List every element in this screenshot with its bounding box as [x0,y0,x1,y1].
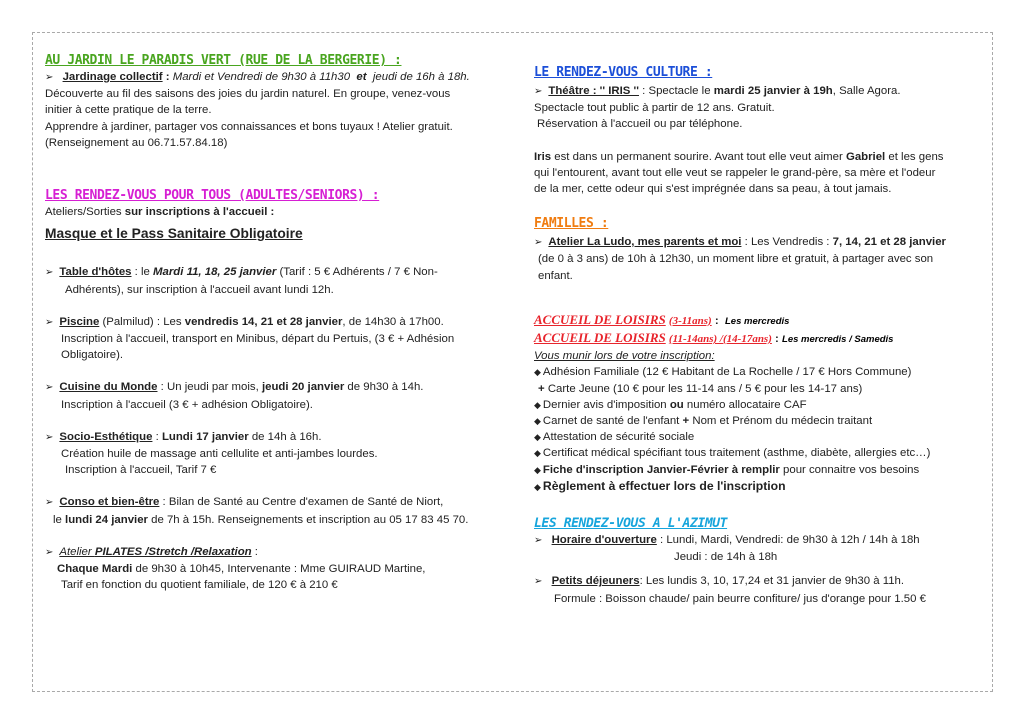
arrow-icon: ➢ [45,316,54,328]
loisirs-l2: Carte Jeune (10 € pour les 11-14 ans / 5 € pour les 14-17 ans) [544,382,863,395]
jardin-item-sep: : [162,71,173,83]
loisirs-l7-a: Fiche d'inscription Janvier-Février à remplir [542,463,780,476]
ludo-a: : Les Vendredis : [741,236,833,249]
loisirs-l5: Attestation de sécurité sociale [542,431,695,444]
jardin-line4: (Renseignement au 06.71.57.84.18) [45,136,228,149]
piscine-label: Piscine [59,315,100,328]
ludo-label: Atelier La Ludo, mes parents et moi [548,236,742,249]
culture-line3: Réservation à l'accueil ou par téléphone. [537,118,743,131]
cuisine-a: : Un jeudi par mois, [157,381,262,394]
theatre-date: mardi 25 janvier à 19h [713,85,833,97]
hotes-sep: : le [131,266,154,279]
hotes-dates: Mardi 11, 18, 25 janvier [153,266,277,279]
left-column [45,52,495,593]
theatre-b: , Salle Agora. [832,85,901,97]
jardin-days2: jeudi de 16h à 18h. [372,71,470,83]
dej-a: : Les lundis 3, 10, 17,24 et 31 janvier de 9h30 à 11h. [639,575,905,588]
loisirs-l4-a: Carnet de santé de l'enfant [542,415,683,428]
pilates-line3: Tarif en fonction du quotient familiale, de 120 € à 210 € [61,579,338,592]
jardin-line2: initier à cette pratique de la terre. [45,104,212,117]
ludo-dates: 7, 14, 21 et 28 janvier [832,236,946,249]
horaire-a: : Lundi, Mardi, Vendredi: de 9h30 à 12h / 14h à 18h [656,534,920,547]
conso-b2: de 7h à 15h. Renseignements et inscription au 05 17 83 45 70. [147,513,469,526]
loisirs-l2-plus: + [538,382,545,395]
piscine-block [45,314,495,364]
arrow-icon: ➢ [45,267,54,279]
iris-line3: de la mer, cette odeur qui s'est imprégnée dans sa peau, à tout jamais. [534,183,892,196]
iris-a: est dans un permanent sourire. Avant tout elle veut aimer [551,150,846,163]
azimut-heading: LES RENDEZ-VOUS A L'AZIMUT [534,516,728,532]
conso-b1: le [53,513,66,526]
loisirs-l3-a: Dernier avis d'imposition [542,398,670,411]
piscine-dates: vendredis 14, 21 et 28 janvier [184,315,343,328]
loisirs-l4-b: Nom et Prénom du médecin traitant [689,415,873,428]
pilates-day: Chaque Mardi [57,563,133,576]
loisirs-l7-b: pour connaitre vos besoins [779,463,920,476]
tous-ateliers [45,204,495,220]
conso-block [45,494,495,527]
pilates-block [45,544,495,594]
familles-line3: enfant. [538,269,573,282]
pilates-label-a: Atelier [59,545,95,558]
gabriel: Gabriel [845,150,886,163]
socio-date: Lundi 17 janvier [161,430,249,443]
arrow-icon: ➢ [45,72,54,83]
diamond-bullet-icon: ◆ [534,432,541,443]
tous-heading: LES RENDEZ-VOUS POUR TOUS (ADULTES/SENIORS) : [45,188,380,204]
piscine-b: , de 14h30 à 17h00. [342,315,444,328]
loisirs-l3-ou: ou [669,398,684,411]
loisirs-munir: Vous munir lors de votre inscription: [534,350,715,363]
loisirs-l3-b: numéro allocataire CAF [683,398,807,411]
dej-label: Petits déjeuners [551,575,640,588]
tous-ateliers-b: sur inscriptions à l'accueil : [124,206,275,219]
horaire-b: Jeudi : de 14h à 18h [674,551,778,564]
theatre-a: : Spectacle le [638,85,714,97]
loisirs-title2: ACCUEIL DE LOISIRS [534,330,666,346]
conso-date: lundi 24 janvier [65,513,148,526]
loisirs-l1: Adhésion Familiale (12 € Habitant de La Rochelle / 17 € Hors Commune) [542,366,912,379]
pilates-label-b: PILATES /Stretch /Relaxation [94,545,252,558]
culture-heading: LE RENDEZ-VOUS CULTURE : [534,65,713,80]
horaire-label: Horaire d'ouverture [551,534,657,547]
jardin-line1: Découverte au fil des saisons des joies du jardin naturel. En groupe, venez-vous [45,88,451,101]
iris-b: et les gens [885,150,944,163]
socio-sep: : [152,430,162,443]
conso-label: Conso et bien-être [59,496,160,509]
cuisine-block [45,379,495,412]
loisirs-age2: (11-14ans) /(14-17ans) [668,333,772,346]
theatre-label: Théâtre : '' IRIS '' [548,85,639,97]
socio-line2: Création huile de massage anti cellulite et anti-jambes lourdes. [61,448,378,461]
right-column [534,64,974,607]
jardin-and: et [356,71,367,83]
arrow-icon: ➢ [534,237,543,249]
cuisine-label: Cuisine du Monde [59,381,158,394]
diamond-bullet-icon: ◆ [534,464,541,475]
piscine-line2: Inscription à l'accueil, transport en Minibus, départ du Pertuis, (3 € + Adhésion [61,333,455,346]
familles-heading: FAMILLES : [534,216,609,232]
loisirs-sep1: : [711,314,719,327]
jardin-item-label: Jardinage collectif [62,71,163,83]
piscine-a: (Palmilud) : Les [99,315,185,328]
arrow-icon: ➢ [45,497,54,509]
loisirs-l4-plus: + [682,415,690,428]
pilates-a: de 9h30 à 10h45, Intervenante : Mme GUIRAUD Martine, [132,563,426,576]
arrow-icon: ➢ [45,431,54,443]
diamond-bullet-icon: ◆ [534,367,541,378]
loisirs-title1: ACCUEIL DE LOISIRS [534,311,666,327]
cuisine-line2: Inscription à l'accueil (3 € + adhésion Obligatoire). [61,398,313,411]
tous-ateliers-a: Ateliers/Sorties [45,206,125,219]
familles-line2: (de 0 à 3 ans) de 10h à 12h30, un moment libre et gratuit, à partager avec son [538,253,934,266]
jardin-heading: AU JARDIN LE PARADIS VERT (RUE DE LA BERGERIE) : [45,53,402,68]
loisirs-note2: Les mercredis / Samedis [782,334,894,346]
hotes-label: Table d'hôtes [59,266,132,279]
hotes-block [45,264,495,297]
iris-name: Iris [534,150,552,163]
socio-block [45,429,495,479]
loisirs-l8: Règlement à effectuer lors de l'inscription [542,478,786,493]
hotes-line2: Adhérents), sur inscription à l'accueil avant lundi 12h. [65,283,334,296]
diamond-bullet-icon: ◆ [534,399,541,410]
loisirs-l6: Certificat médical spécifiant tous traitement (asthme, diabète, allergies etc…) [542,447,931,460]
cuisine-b: de 9h30 à 14h. [344,381,424,394]
loisirs-sep2: : [771,333,779,346]
arrow-icon: ➢ [534,576,543,588]
jardin-line3: Apprendre à jardiner, partager vos connaissances et bons tuyaux ! Atelier gratuit. [45,120,453,133]
pilates-sep: : [251,545,258,558]
jardin-item [45,69,495,86]
jardin-days1: Mardi et Vendredi de 9h30 à 11h30 [172,71,351,83]
diamond-bullet-icon: ◆ [534,448,541,459]
diamond-bullet-icon: ◆ [534,481,541,492]
diamond-bullet-icon: ◆ [534,416,541,427]
dej-b: Formule : Boisson chaude/ pain beurre confiture/ jus d'orange pour 1.50 € [554,592,926,605]
culture-line2: Spectacle tout public à partir de 12 ans. Gratuit. [534,102,775,115]
cuisine-date: jeudi 20 janvier [261,381,345,394]
hotes-rest: (Tarif : 5 € Adhérents / 7 € Non- [276,266,438,279]
socio-b: de 14h à 16h. [248,430,322,443]
loisirs-note1: Les mercredis [725,315,790,327]
piscine-line3: Obligatoire). [61,349,124,362]
socio-label: Socio-Esthétique [59,430,153,443]
conso-a: : Bilan de Santé au Centre d'examen de Santé de Niort, [159,496,444,509]
loisirs-block [534,312,974,495]
loisirs-age1: (3-11ans) [668,314,712,327]
tous-masque: Masque et le Pass Sanitaire Obligatoire [45,226,303,242]
arrow-icon: ➢ [534,535,543,547]
socio-line3: Inscription à l'accueil, Tarif 7 € [65,464,217,477]
iris-line2: qui l'entourent, avant tout elle veut se rappeler le grand-père, sa mère et l'odeur [534,166,936,179]
arrow-icon: ➢ [534,86,543,97]
arrow-icon: ➢ [45,546,54,558]
arrow-icon: ➢ [45,382,54,394]
